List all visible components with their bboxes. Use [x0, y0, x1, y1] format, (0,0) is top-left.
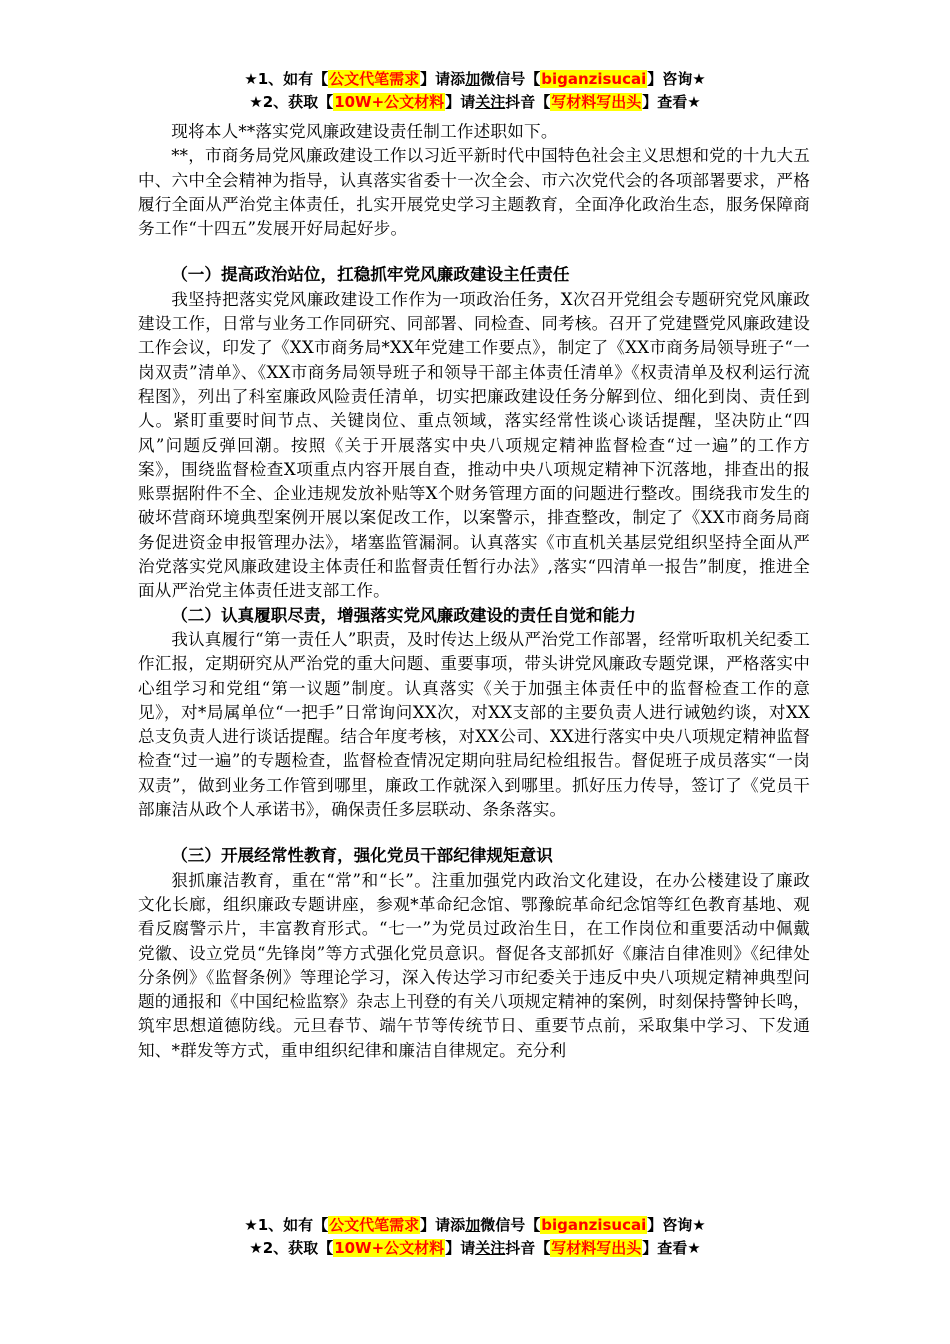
promo-text: 】请 — [445, 93, 476, 111]
intro-paragraph-1: 现将本人**落实党风廉政建设责任制工作述职如下。 — [171, 122, 558, 141]
promo-text: 】请 — [445, 1239, 476, 1257]
promo-text: 微信号【 — [480, 70, 541, 88]
section-paragraph-3: 狠抓廉洁教育，重在“常”和“长”。注重加强党内政治文化建设，在办公楼建设了廉政文化长廊，组织廉政专题讲座，参观*革命纪念馆、鄂豫皖革命纪念馆等红色教育基地、观看反腐警示片，丰富教育形式。“七一”为党员过政治生日，在工作岗位和重要活动中佩戴党徽、设立党员“先锋岗”等方式强化党员意识。督促各支部抓好《廉洁自律准则》《纪律处分条例》《监督条例》等理论学习，深入传达学习市纪委关于违反中央八项规定精神典型问题的通报和《中国纪检监察》杂志上刊登的有关八项规定精神的案例，时刻保持警钟长鸣，筑牢思想道德防线。元旦春节、端午节等传统节日、重要节点前，采取集中学习、下发通知、*群发等方式，重申组织纪律和廉洁自律规定。充分利 — [138, 870, 810, 1060]
promo-text: 】咨询★ — [647, 70, 706, 88]
promo-text: 抖音【 — [505, 1239, 551, 1257]
promo-text: 抖音【 — [505, 93, 551, 111]
promo-highlight: 写材料写出头 — [551, 93, 642, 111]
section-paragraph-2: 我认真履行“第一责任人”职责，及时传达上级从严治党工作部署，经常听取机关纪委工作汇报，定期研究从严治党的重大问题、重要事项，带头讲党风廉政专题党课，严格落实中心组学习和党组“第一议题”制度。认真落实《关于加强主体责任中的监督检查工作的意见》，对*局属单位“一把手”日常询问XX次，对XX支部的主要负责人进行诫勉约谈，对XX总支负责人进行谈话提醒。结合年度考核，对XX公司、XX进行落实中央八项规定精神监督检查“过一遍”的专题检查，监督检查情况定期向驻局纪检组报告。督促班子成员落实“一岗双责”，做到业务工作管到哪里，廉政工作就深入到哪里。抓好压力传导，签订了《党员干部廉洁从政个人承诺书》，确保责任多层联动、条条落实。 — [138, 629, 810, 820]
promo-text: 微信号【 — [480, 1216, 541, 1234]
promo-banner-top — [0, 68, 950, 114]
document-body — [138, 120, 810, 1063]
promo-highlight: 公文代笔需求 — [329, 70, 420, 88]
promo-highlight: 10W+公文材料 — [334, 93, 445, 111]
promo-highlight: biganzisucai — [541, 70, 647, 88]
section-heading-1: （一）提高政治站位，扛稳抓牢党风廉政建设主任责任 — [171, 265, 570, 285]
section-heading-2: （二）认真履职尽责，增强落实党风廉政建设的责任自觉和能力 — [171, 605, 636, 625]
section-heading-3: （三）开展经常性教育，强化党员干部纪律规矩意识 — [171, 846, 553, 866]
promo-highlight: 写材料写出头 — [551, 1239, 642, 1257]
promo-highlight: 10W+公文材料 — [334, 1239, 445, 1257]
promo-line-1 — [0, 1214, 950, 1237]
promo-text: ★2、获取【 — [249, 93, 334, 111]
promo-highlight: 公文代笔需求 — [329, 1216, 420, 1234]
promo-underline: 关注 — [475, 93, 506, 111]
promo-text: 】请添 — [420, 1216, 466, 1234]
promo-banner-bottom — [0, 1214, 950, 1260]
promo-underline: 关注 — [475, 1239, 506, 1257]
promo-text: 】请添 — [420, 70, 466, 88]
promo-text: 】咨询★ — [647, 1216, 706, 1234]
promo-text: ★1、如有【 — [244, 1216, 329, 1234]
promo-line-2 — [0, 1237, 950, 1260]
promo-highlight: biganzisucai — [541, 1216, 647, 1234]
section-paragraph-1: 我坚持把落实党风廉政建设工作作为一项政治任务，X次召开党组会专题研究党风廉政建设工作，日常与业务工作同研究、同部署、同检查、同考核。召开了党建暨党风廉政建设工作会议，印发了《XX市商务局*XX年党建工作要点》，制定了《XX市商务局领导班子“一岗双责”清单》、《XX市商务局领导班子和领导干部主体责任清单》《权责清单及权利运行流程图》，列出了科室廉政风险责任清单，切实把廉政建设任务分解到位、细化到岗、责任到人。紧盯重要时间节点、关键岗位、重点领域，落实经常性谈心谈话提醒，坚决防止“四风”问题反弹回潮。按照《关于开展落实中央八项规定精神监督检查“过一遍”的工作方案》，围绕监督检查X项重点内容开展自查，推动中央八项规定精神下沉落地，排查出的报账票据附件不全、企业违规发放补贴等X个财务管理方面的问题进行整改。围绕我市发生的破坏营商环境典型案例开展以案促改工作，以案警示，排查整改，制定了《XX市商务局商务促进资金申报管理办法》，堵塞监管漏洞。认真落实《市直机关基层党组织坚持全面从严治党落实党风廉政建设主体责任和监督责任暂行办法》,落实“四清单一报告”制度，推进全面从严治党主体责任进支部工作。 — [138, 289, 810, 601]
promo-underline: 加 — [465, 1216, 481, 1234]
promo-text: 】查看★ — [642, 1239, 701, 1257]
promo-underline: 加 — [465, 70, 481, 88]
promo-line-1 — [0, 68, 950, 91]
intro-paragraph-2: **，市商务局党风廉政建设工作以习近平新时代中国特色社会主义思想和党的十九大五中、六中全会精神为指导，认真落实省委十一次全会、市六次党代会的各项部署要求，严格履行全面从严治党主体责任，扎实开展党史学习主题教育，全面净化政治生态，服务保障商务工作“十四五”发展开好局起好步。 — [138, 146, 810, 239]
promo-text: ★2、获取【 — [249, 1239, 334, 1257]
promo-text: 】查看★ — [642, 93, 701, 111]
promo-line-2 — [0, 91, 950, 114]
promo-text: ★1、如有【 — [244, 70, 329, 88]
